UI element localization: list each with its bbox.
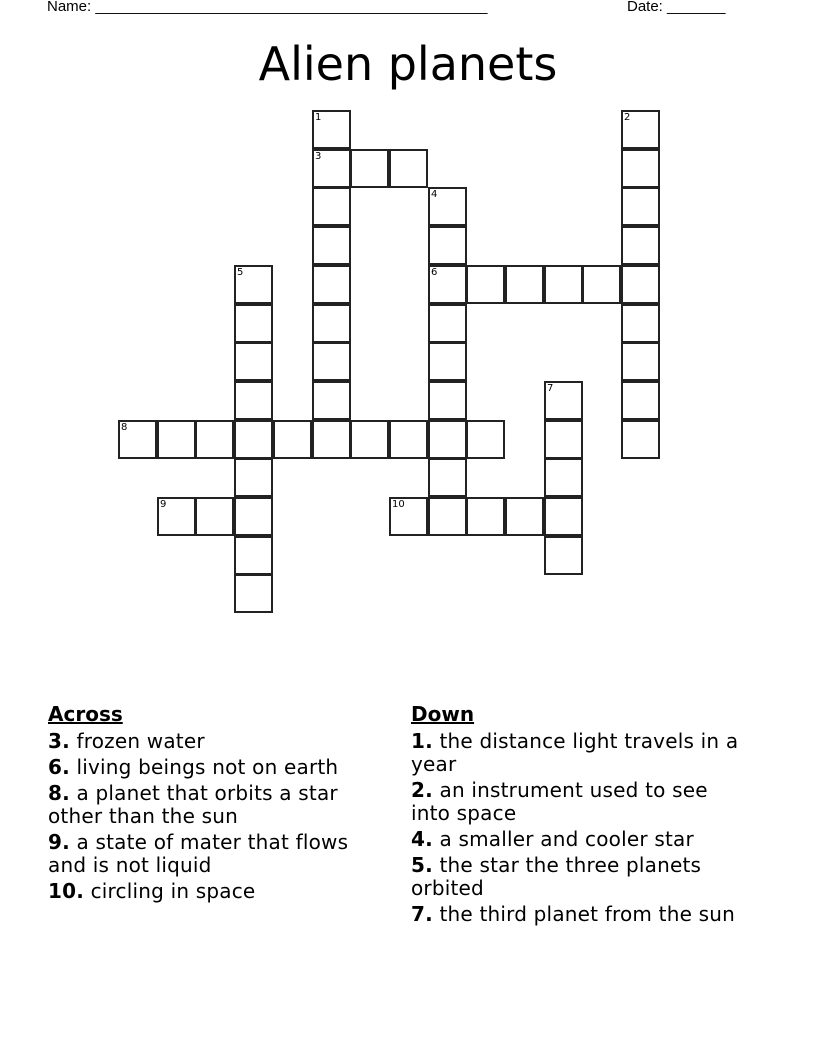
grid-cell[interactable] [312, 149, 351, 188]
grid-cell[interactable] [621, 342, 660, 381]
grid-cell[interactable] [312, 265, 351, 304]
grid-cell[interactable] [466, 265, 505, 304]
clue-text: the third planet from the sun [439, 902, 736, 926]
grid-cell[interactable] [312, 304, 351, 343]
clue-number: 9. [48, 830, 70, 854]
clue-number: 7 [547, 383, 554, 394]
date-field-line: Date: _______ [627, 0, 726, 15]
clue-text: living beings not on earth [76, 755, 339, 779]
grid-cell[interactable] [350, 149, 389, 188]
grid-cell[interactable] [621, 420, 660, 459]
clue-number: 8. [48, 781, 70, 805]
grid-cell[interactable] [312, 110, 351, 149]
grid-cell[interactable] [157, 420, 196, 459]
grid-cell[interactable] [621, 149, 660, 188]
clue-text: a planet that orbits a star other than the sun [48, 781, 338, 828]
grid-cell[interactable] [234, 265, 273, 304]
clue-number: 4 [431, 189, 438, 200]
clue-number: 10. [48, 879, 85, 903]
grid-cell[interactable] [428, 304, 467, 343]
clue-number: 5 [237, 267, 244, 278]
across-clue-list [48, 730, 388, 903]
grid-cell[interactable] [544, 536, 583, 575]
across-clue [48, 756, 388, 779]
grid-cell[interactable] [544, 458, 583, 497]
grid-cell[interactable] [621, 265, 660, 304]
grid-cell[interactable] [544, 381, 583, 420]
grid-cell[interactable] [428, 458, 467, 497]
grid-cell[interactable] [234, 574, 273, 613]
grid-cell[interactable] [234, 342, 273, 381]
clue-text: circling in space [90, 879, 256, 903]
grid-cell[interactable] [234, 304, 273, 343]
clue-text: a state of mater that flows and is not liquid [48, 830, 349, 877]
grid-cell[interactable] [118, 420, 157, 459]
grid-cell[interactable] [505, 265, 544, 304]
grid-cell[interactable] [466, 420, 505, 459]
clue-text: a smaller and cooler star [439, 827, 694, 851]
across-clue [48, 831, 388, 877]
clue-number: 8 [121, 422, 128, 433]
clue-number: 5. [411, 853, 433, 877]
down-clue-list [411, 730, 751, 926]
grid-cell[interactable] [428, 342, 467, 381]
across-clue [48, 730, 388, 753]
page-title: Alien planets [258, 37, 558, 91]
grid-cell[interactable] [505, 497, 544, 536]
grid-cell[interactable] [312, 226, 351, 265]
clue-text: the star the three planets orbited [411, 853, 702, 900]
grid-cell[interactable] [621, 381, 660, 420]
grid-cell[interactable] [312, 342, 351, 381]
grid-cell[interactable] [234, 420, 273, 459]
grid-cell[interactable] [234, 458, 273, 497]
grid-cell[interactable] [466, 497, 505, 536]
grid-cell[interactable] [582, 265, 621, 304]
down-clue [411, 828, 751, 851]
grid-cell[interactable] [621, 187, 660, 226]
clue-text: the distance light travels in a year [411, 729, 739, 776]
down-heading: Down [411, 702, 475, 726]
grid-cell[interactable] [428, 187, 467, 226]
grid-cell[interactable] [389, 420, 428, 459]
clue-number: 3. [48, 729, 70, 753]
clue-number: 9 [160, 499, 167, 510]
clue-number: 7. [411, 902, 433, 926]
clue-number: 4. [411, 827, 433, 851]
clue-number: 6. [48, 755, 70, 779]
name-field-line: Name: _______________________________________________ [47, 0, 488, 15]
grid-cell[interactable] [389, 497, 428, 536]
clue-number: 2. [411, 778, 433, 802]
clue-number: 1. [411, 729, 433, 753]
grid-cell[interactable] [428, 497, 467, 536]
clue-number: 1 [315, 112, 322, 123]
grid-cell[interactable] [544, 265, 583, 304]
across-clues [48, 702, 388, 906]
grid-cell[interactable] [195, 497, 234, 536]
grid-cell[interactable] [234, 381, 273, 420]
grid-cell[interactable] [428, 381, 467, 420]
down-clue [411, 730, 751, 776]
down-clues [411, 702, 751, 929]
grid-cell[interactable] [312, 420, 351, 459]
clue-number: 2 [624, 112, 631, 123]
grid-cell[interactable] [234, 536, 273, 575]
grid-cell[interactable] [157, 497, 196, 536]
clue-text: frozen water [76, 729, 205, 753]
across-clue [48, 880, 388, 903]
grid-cell[interactable] [428, 420, 467, 459]
grid-cell[interactable] [312, 381, 351, 420]
grid-cell[interactable] [273, 420, 312, 459]
clue-number: 6 [431, 267, 438, 278]
down-clue [411, 854, 751, 900]
grid-cell[interactable] [621, 304, 660, 343]
grid-cell[interactable] [544, 420, 583, 459]
grid-cell[interactable] [234, 497, 273, 536]
across-heading: Across [48, 702, 123, 726]
down-clue [411, 779, 751, 825]
grid-cell[interactable] [621, 110, 660, 149]
grid-cell[interactable] [428, 265, 467, 304]
across-clue [48, 782, 388, 828]
grid-cell[interactable] [544, 497, 583, 536]
clue-number: 3 [315, 151, 322, 162]
down-clue [411, 903, 751, 926]
grid-cell[interactable] [621, 226, 660, 265]
grid-cell[interactable] [428, 226, 467, 265]
grid-cell[interactable] [195, 420, 234, 459]
clue-text: an instrument used to see into space [411, 778, 708, 825]
grid-cell[interactable] [350, 420, 389, 459]
grid-cell[interactable] [389, 149, 428, 188]
grid-cell[interactable] [312, 187, 351, 226]
clue-number: 10 [392, 499, 405, 510]
